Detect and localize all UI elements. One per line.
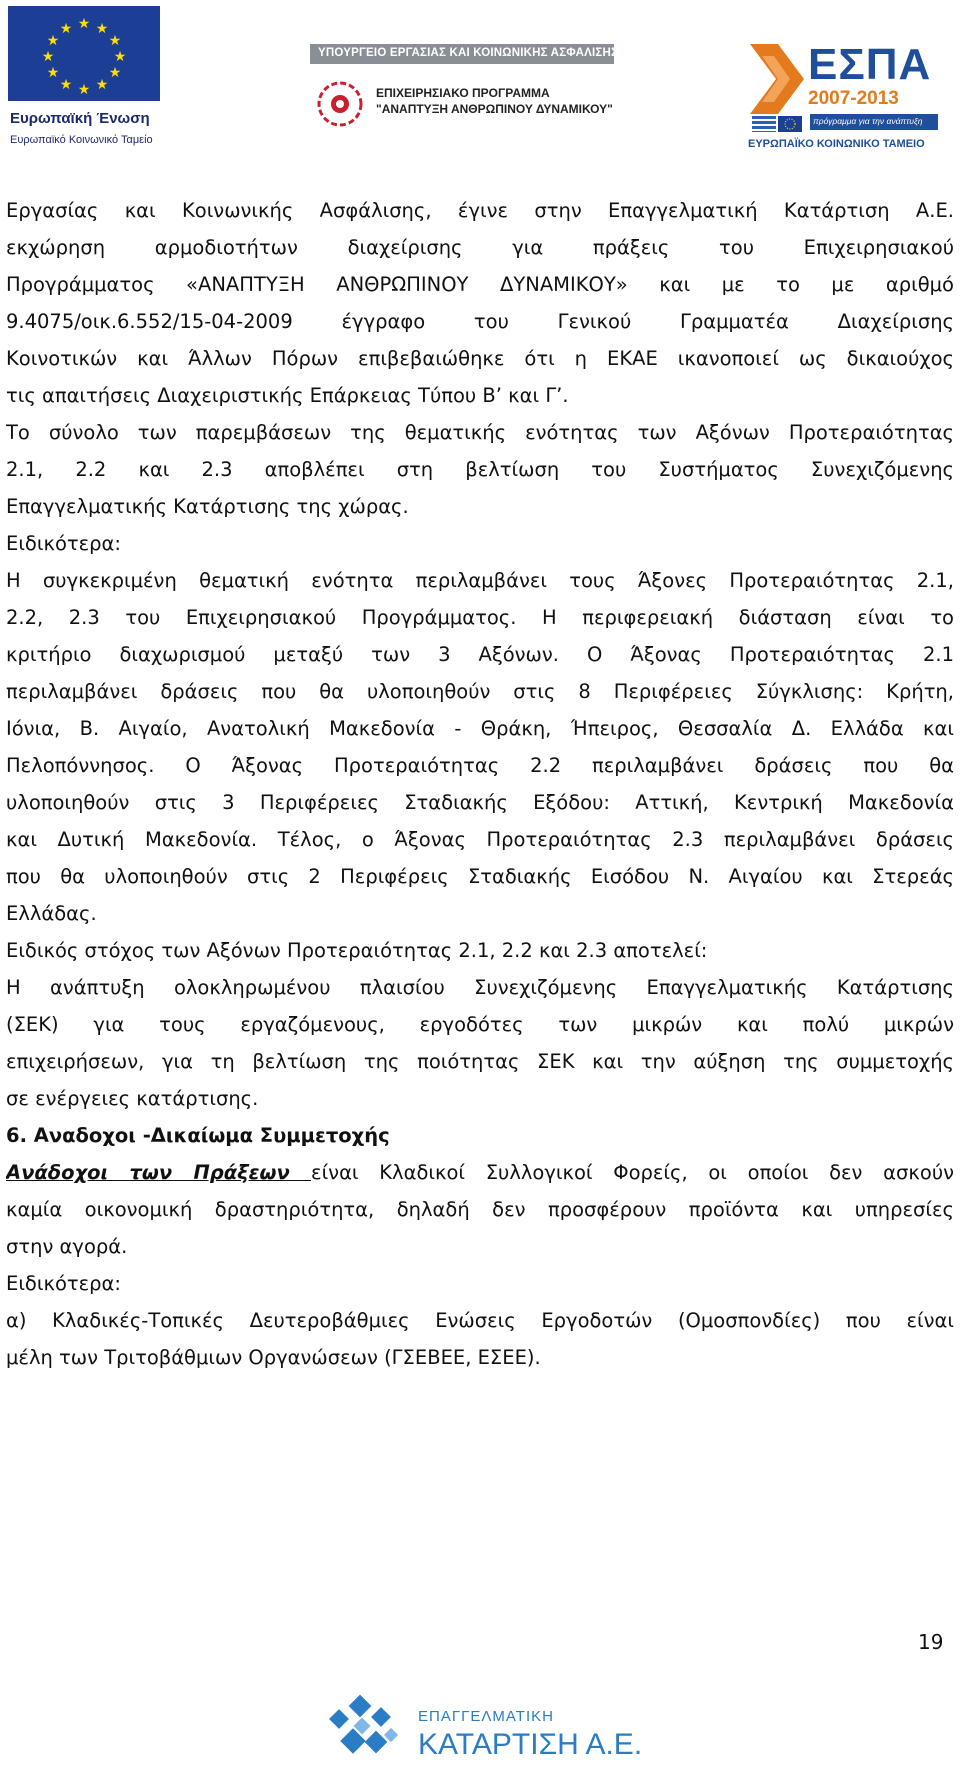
text-line: Εργασίας και Κοινωνικής Ασφάλισης, έγινε στην Επαγγελματική Κατάρτιση Α.Ε.: [6, 199, 954, 222]
espa-arrow-icon: [748, 42, 806, 116]
text-line: Ειδικότερα:: [6, 532, 121, 555]
text-line: στην αγορά.: [6, 1235, 128, 1258]
contractors-definition: είναι Κλαδικοί Συλλογικοί Φορείς, οι οποίοι δεν ασκούν: [311, 1161, 954, 1184]
ministry-band: [310, 44, 619, 64]
svg-text:★: ★: [41, 49, 55, 65]
ministry-name: ΥΠΟΥΡΓΕΙΟ ΕΡΓΑΣΙΑΣ ΚΑΙ ΚΟΙΝΩΝΙΚΗΣ ΑΣΦΑΛΙΣΗΣ: [318, 47, 619, 59]
section-heading: 6. Αναδοχοι -Δικαίωμα Συμμετοχής: [6, 1124, 390, 1147]
espa-wordmark: ΕΣΠΑ: [808, 40, 932, 89]
eu-name: Ευρωπαϊκή Ένωση: [10, 110, 150, 127]
eu-logo: [8, 6, 160, 154]
footer-org-line1: ΕΠΑΓΓΕΛΜΑΤΙΚΗ: [418, 1708, 554, 1725]
text-line: Κοινοτικών και Άλλων Πόρων επιβεβαιώθηκε ότι η ΕΚΑΕ ικανοποιεί ως δικαιούχος: [6, 347, 954, 370]
svg-text:★: ★: [108, 33, 122, 49]
svg-text:★: ★: [77, 82, 91, 98]
text-line: Ελλάδας.: [6, 902, 97, 925]
svg-text:★: ★: [95, 21, 109, 37]
svg-text:★: ★: [95, 77, 109, 93]
svg-text:★: ★: [46, 33, 60, 49]
espa-fund: ΕΥΡΩΠΑΪΚΟ ΚΟΙΝΩΝΙΚΟ ΤΑΜΕΙΟ: [748, 138, 925, 150]
svg-text:★: ★: [59, 21, 73, 37]
kataritisi-logo-icon: [326, 1690, 408, 1770]
svg-text:★: ★: [46, 65, 60, 81]
text-line: Προγράμματος «ΑΝΑΠΤΥΞΗ ΑΝΘΡΩΠΙΝΟΥ ΔΥΝΑΜΙΚΟΥ» και με το με αριθμό: [6, 273, 954, 296]
text-line: και Δυτική Μακεδονία. Τέλος, ο Άξονας Προτεραιότητας 2.3 περιλαμβάνει δράσεις: [6, 828, 954, 851]
programme-emblem-icon: [314, 78, 366, 130]
text-line: καμία οικονομική δραστηριότητα, δηλαδή δεν προσφέρουν προϊόντα και υπηρεσίες: [6, 1198, 954, 1221]
eu-fund: Ευρωπαϊκό Κοινωνικό Ταμείο: [10, 134, 153, 146]
text-line: Επαγγελματικής Κατάρτισης της χώρας.: [6, 495, 409, 518]
text-line: Πελοπόννησος. Ο Άξονας Προτεραιότητας 2.2 περιλαμβάνει δράσεις που θα: [6, 754, 954, 777]
text-line: τις απαιτήσεις Διαχειριστικής Επάρκειας Τύπου Β’ και Γ’.: [6, 384, 569, 407]
eu-flag-icon: [8, 6, 160, 101]
footer-org-line2: ΚΑΤΑΡΤΙΣΗ Α.Ε.: [418, 1728, 643, 1761]
text-line: Ειδικός στόχος των Αξόνων Προτεραιότητας 2.1, 2.2 και 2.3 αποτελεί:: [6, 939, 708, 962]
text-line: σε ενέργειες κατάρτισης.: [6, 1087, 259, 1110]
text-line: Ιόνια, Β. Αιγαίο, Ανατολική Μακεδονία - Θράκη, Ήπειρος, Θεσσαλία Δ. Ελλάδα και: [6, 717, 954, 740]
svg-text:★: ★: [77, 16, 91, 32]
text-line: Ειδικότερα:: [6, 1272, 121, 1295]
text-line: [6, 1161, 954, 1202]
page-number: 19: [918, 1630, 944, 1654]
svg-text:★: ★: [113, 49, 127, 65]
flags-icon: [752, 116, 804, 132]
text-line: 2.2, 2.3 του Επιχειρησιακού Προγράμματος. Η περιφερειακή διάσταση είναι το: [6, 606, 954, 629]
espa-slogan: πρόγραμμα για την ανάπτυξη: [813, 116, 923, 126]
footer-logo: [326, 1690, 643, 1770]
text-line: εκχώρηση αρμοδιοτήτων διαχείρισης για πράξεις του Επιχειρησιακού: [6, 236, 954, 259]
text-line: Η ανάπτυξη ολοκληρωμένου πλαισίου Συνεχιζόμενης Επαγγελματικής Κατάρτισης: [6, 976, 954, 999]
espa-slogan-box: [810, 114, 938, 130]
ministry-logo: [310, 44, 620, 144]
text-line: α) Κλαδικές-Τοπικές Δευτεροβάθμιες Ενώσεις Εργοδοτών (Ομοσπονδίες) που είναι: [6, 1309, 954, 1332]
text-line: 2.1, 2.2 και 2.3 αποβλέπει στη βελτίωση του Συστήματος Συνεχιζόμενης: [6, 458, 954, 481]
svg-text:★: ★: [108, 65, 122, 81]
programme-line1: ΕΠΙΧΕΙΡΗΣΙΑΚΟ ΠΡΟΓΡΑΜΜΑ: [376, 86, 550, 100]
text-line: περιλαμβάνει δράσεις που θα υλοποιηθούν στις 8 Περιφέρειες Σύγκλισης: Κρήτη,: [6, 680, 954, 703]
text-line: (ΣΕΚ) για τους εργαζόμενους, εργοδότες των μικρών και πολύ μικρών: [6, 1013, 954, 1036]
page-header: [0, 0, 960, 160]
programme-line2: "ΑΝΑΠΤΥΞΗ ΑΝΘΡΩΠΙΝΟΥ ΔΥΝΑΜΙΚΟΥ": [376, 102, 613, 116]
espa-years: 2007-2013: [808, 88, 899, 109]
text-line: 9.4075/οικ.6.552/15-04-2009 έγγραφο του Γενικού Γραμματέα Διαχείρισης: [6, 310, 954, 333]
espa-logo: [748, 30, 948, 160]
svg-text:★: ★: [59, 77, 73, 93]
text-line: Η συγκεκριμένη θεματική ενότητα περιλαμβάνει τους Άξονες Προτεραιότητας 2.1,: [6, 569, 954, 592]
text-line: μέλη των Τριτοβάθμιων Οργανώσεων (ΓΣΕΒΕΕ, ΕΣΕΕ).: [6, 1346, 541, 1369]
contractors-term: Ανάδοχοι των Πράξεων: [6, 1161, 312, 1184]
text-line: που θα υλοποιηθούν στις 2 Περιφέρεις Σταδιακής Εισόδου Ν. Αιγαίου και Στερεάς: [6, 865, 954, 888]
text-line: υλοποιηθούν στις 3 Περιφέρειες Σταδιακής Εξόδου: Αττική, Κεντρική Μακεδονία: [6, 791, 954, 814]
text-line: επιχειρήσεων, για τη βελτίωση της ποιότητας ΣΕΚ και την αύξηση της συμμετοχής: [6, 1050, 954, 1073]
text-line: κριτήριο διαχωρισμού μεταξύ των 3 Αξόνων. Ο Άξονας Προτεραιότητας 2.1: [6, 643, 954, 666]
text-line: Το σύνολο των παρεμβάσεων της θεματικής ενότητας των Αξόνων Προτεραιότητας: [6, 421, 954, 444]
